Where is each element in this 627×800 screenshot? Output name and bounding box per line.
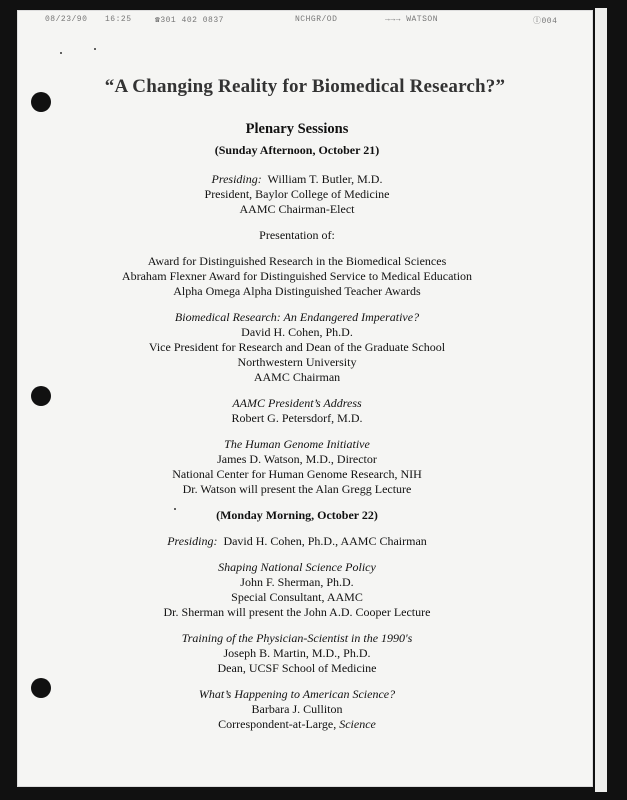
talk4-line: Special Consultant, AAMC: [231, 590, 363, 604]
talk1-line: David H. Cohen, Ph.D.: [241, 325, 353, 339]
fax-time: 16:25: [105, 15, 132, 24]
talk3-title: The Human Genome Initiative: [224, 437, 370, 451]
talk4-title: Shaping National Science Policy: [218, 560, 376, 574]
presiding1-label: Presiding:: [211, 172, 262, 186]
day1-heading: (Sunday Afternoon, October 21): [214, 143, 380, 157]
talk6-title: What’s Happening to American Science?: [198, 687, 396, 701]
talk3-line: Dr. Watson will present the Alan Gregg Lecture: [182, 482, 412, 496]
award-item: Award for Distinguished Research in the Biomedical Sciences: [147, 254, 447, 268]
talk2-line: Robert G. Petersdorf, M.D.: [231, 411, 363, 425]
talk5-line: Joseph B. Martin, M.D., Ph.D.: [223, 646, 371, 660]
speck: [60, 52, 62, 54]
program-content: [17, 120, 577, 732]
talk6-affiliation-prefix: Correspondent-at-Large,: [218, 717, 340, 731]
fax-phone: ☎301 402 0837: [155, 16, 224, 25]
talk1-line: AAMC Chairman: [253, 370, 341, 384]
presentation-label: Presentation of:: [259, 228, 335, 242]
talk6-affiliation: [17, 717, 577, 732]
document-title: “A Changing Reality for Biomedical Research?”: [104, 76, 506, 97]
fax-date: 08/23/90: [45, 15, 88, 24]
talk4-line: John F. Sherman, Ph.D.: [240, 575, 354, 589]
talk5-title: Training of the Physician-Scientist in the 1990's: [181, 631, 413, 645]
talk1-line: Vice President for Research and Dean of the Graduate School: [148, 340, 446, 354]
award-item: Abraham Flexner Award for Distinguished Service to Medical Education: [121, 269, 473, 283]
talk2-title: AAMC President’s Address: [232, 396, 362, 410]
talk1-title: Biomedical Research: An Endangered Imperative?: [174, 310, 420, 324]
presiding2-label: Presiding:: [167, 534, 218, 548]
presiding2-name: David H. Cohen, Ph.D., AAMC Chairman: [223, 534, 427, 548]
talk6-affiliation-publication: Science: [339, 717, 376, 731]
talk6-line: Barbara J. Culliton: [251, 702, 343, 716]
speck: [94, 48, 96, 50]
section-heading: Plenary Sessions: [245, 121, 349, 137]
talk5-line: Dean, UCSF School of Medicine: [217, 661, 377, 675]
page-edge: [595, 8, 607, 792]
presiding1-line3: AAMC Chairman-Elect: [239, 202, 355, 216]
talk4-line: Dr. Sherman will present the John A.D. Cooper Lecture: [163, 605, 431, 619]
presiding1: [17, 172, 577, 187]
talk3-line: James D. Watson, M.D., Director: [217, 452, 377, 466]
fax-page: Ⓘ004: [533, 17, 558, 26]
day2-heading: (Monday Morning, October 22): [216, 508, 378, 522]
presiding1-name: William T. Butler, M.D.: [267, 172, 383, 186]
presiding2: [17, 534, 577, 549]
talk1-line: Northwestern University: [237, 355, 357, 369]
presiding1-line2: President, Baylor College of Medicine: [204, 187, 390, 201]
award-item: Alpha Omega Alpha Distinguished Teacher Awards: [173, 284, 421, 298]
fax-station: NCHGR/OD: [295, 15, 338, 24]
fax-recipient: →→→ WATSON: [385, 15, 439, 24]
talk3-line: National Center for Human Genome Research, NIH: [172, 467, 422, 481]
